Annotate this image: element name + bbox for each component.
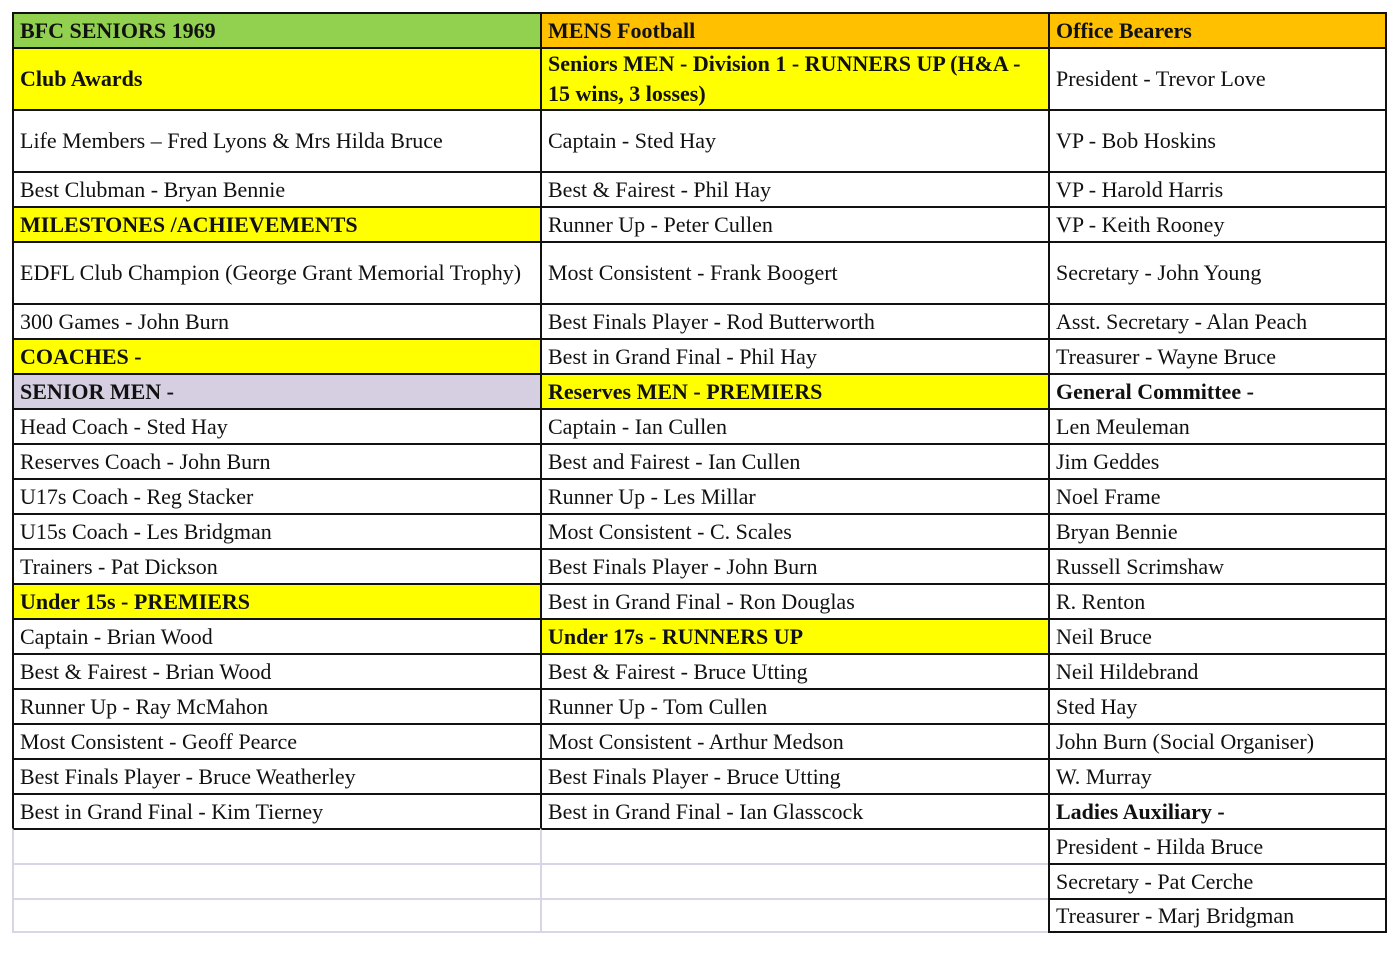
table-cell[interactable]: Trainers - Pat Dickson [12,548,540,583]
table-cell[interactable]: R. Renton [1048,583,1387,618]
table-cell[interactable]: EDFL Club Champion (George Grant Memorial Trophy) [12,241,540,303]
empty-cell[interactable] [12,898,540,933]
table-cell[interactable]: Best & Fairest - Bruce Utting [540,653,1048,688]
table-row [12,688,1387,723]
table-cell[interactable]: Best & Fairest - Brian Wood [12,653,540,688]
table-cell[interactable]: Best Finals Player - Bruce Utting [540,758,1048,793]
table-cell[interactable]: Most Consistent - Frank Boogert [540,241,1048,303]
table-cell[interactable]: Best Finals Player - Rod Butterworth [540,303,1048,338]
table-cell[interactable]: Runner Up - Peter Cullen [540,206,1048,241]
table-cell[interactable]: Most Consistent - C. Scales [540,513,1048,548]
spreadsheet [12,12,1387,933]
table-row [12,583,1387,618]
table-cell[interactable]: Best in Grand Final - Ian Glasscock [540,793,1048,828]
empty-cell[interactable] [540,863,1048,898]
empty-cell[interactable] [12,828,540,863]
table-cell[interactable]: MILESTONES /ACHIEVEMENTS [12,206,540,241]
table-cell[interactable]: Best and Fairest - Ian Cullen [540,443,1048,478]
table-cell[interactable]: Len Meuleman [1048,408,1387,443]
table-cell[interactable]: COACHES - [12,338,540,373]
table-cell[interactable]: VP - Keith Rooney [1048,206,1387,241]
table-cell[interactable]: 300 Games - John Burn [12,303,540,338]
table-cell[interactable]: Club Awards [12,47,540,109]
table-cell[interactable]: Secretary - Pat Cerche [1048,863,1387,898]
table-cell[interactable]: Asst. Secretary - Alan Peach [1048,303,1387,338]
table-cell[interactable]: Noel Frame [1048,478,1387,513]
table-cell[interactable]: President - Trevor Love [1048,47,1387,109]
table-cell[interactable]: Best Clubman - Bryan Bennie [12,171,540,206]
table-cell[interactable]: Captain - Sted Hay [540,109,1048,171]
table-cell[interactable]: Best in Grand Final - Phil Hay [540,338,1048,373]
table-cell[interactable]: Most Consistent - Arthur Medson [540,723,1048,758]
table-cell[interactable]: Reserves MEN - PREMIERS [540,373,1048,408]
table-cell[interactable]: Runner Up - Les Millar [540,478,1048,513]
table-cell[interactable]: VP - Bob Hoskins [1048,109,1387,171]
header-cell-office-bearers[interactable]: Office Bearers [1048,12,1387,47]
table-row [12,653,1387,688]
table-cell[interactable]: Under 15s - PREMIERS [12,583,540,618]
table-cell[interactable]: Bryan Bennie [1048,513,1387,548]
table-cell[interactable]: Best in Grand Final - Ron Douglas [540,583,1048,618]
table-cell[interactable]: Life Members – Fred Lyons & Mrs Hilda Bruce [12,109,540,171]
table-cell[interactable]: Reserves Coach - John Burn [12,443,540,478]
empty-cell[interactable] [540,828,1048,863]
table-cell[interactable]: Best in Grand Final - Kim Tierney [12,793,540,828]
table-cell[interactable]: Sted Hay [1048,688,1387,723]
table-cell[interactable]: Treasurer - Wayne Bruce [1048,338,1387,373]
table-cell[interactable]: U17s Coach - Reg Stacker [12,478,540,513]
table-row [12,793,1387,828]
table-row [12,443,1387,478]
table-row [12,47,1387,109]
table-cell[interactable]: Best Finals Player - Bruce Weatherley [12,758,540,793]
table-cell[interactable]: Neil Hildebrand [1048,653,1387,688]
header-row [12,12,1387,47]
table-row [12,109,1387,171]
table-row [12,828,1387,863]
table-cell[interactable]: VP - Harold Harris [1048,171,1387,206]
table-row [12,758,1387,793]
table-cell[interactable]: Runner Up - Ray McMahon [12,688,540,723]
table-cell[interactable]: Secretary - John Young [1048,241,1387,303]
table-cell[interactable]: Ladies Auxiliary - [1048,793,1387,828]
table-row [12,303,1387,338]
table-cell[interactable]: SENIOR MEN - [12,373,540,408]
table-cell[interactable]: Under 17s - RUNNERS UP [540,618,1048,653]
table-cell[interactable]: Seniors MEN - Division 1 - RUNNERS UP (H&A - 15 wins, 3 losses) [540,47,1048,109]
table-cell[interactable]: Most Consistent - Geoff Pearce [12,723,540,758]
table-cell[interactable]: Runner Up - Tom Cullen [540,688,1048,723]
table-row [12,513,1387,548]
header-cell-seniors[interactable]: BFC SENIORS 1969 [12,12,540,47]
table-cell[interactable]: Captain - Brian Wood [12,618,540,653]
table-cell[interactable]: Captain - Ian Cullen [540,408,1048,443]
table-row [12,241,1387,303]
table-cell[interactable]: John Burn (Social Organiser) [1048,723,1387,758]
table-row [12,206,1387,241]
table-cell[interactable]: Jim Geddes [1048,443,1387,478]
table-row [12,548,1387,583]
table-cell[interactable]: Russell Scrimshaw [1048,548,1387,583]
table-row [12,408,1387,443]
table-cell[interactable]: Head Coach - Sted Hay [12,408,540,443]
table-cell[interactable]: Neil Bruce [1048,618,1387,653]
table-row [12,338,1387,373]
table-cell[interactable]: President - Hilda Bruce [1048,828,1387,863]
table-row [12,171,1387,206]
table-row [12,898,1387,933]
table-cell[interactable]: Treasurer - Marj Bridgman [1048,898,1387,933]
empty-cell[interactable] [12,863,540,898]
table-row [12,478,1387,513]
header-cell-mens-football[interactable]: MENS Football [540,12,1048,47]
table-row [12,863,1387,898]
table-cell[interactable]: W. Murray [1048,758,1387,793]
table-cell[interactable]: Best Finals Player - John Burn [540,548,1048,583]
table-cell[interactable]: Best & Fairest - Phil Hay [540,171,1048,206]
table-cell[interactable]: General Committee - [1048,373,1387,408]
table-cell[interactable]: U15s Coach - Les Bridgman [12,513,540,548]
table-row [12,723,1387,758]
table-row [12,618,1387,653]
empty-cell[interactable] [540,898,1048,933]
table-row [12,373,1387,408]
